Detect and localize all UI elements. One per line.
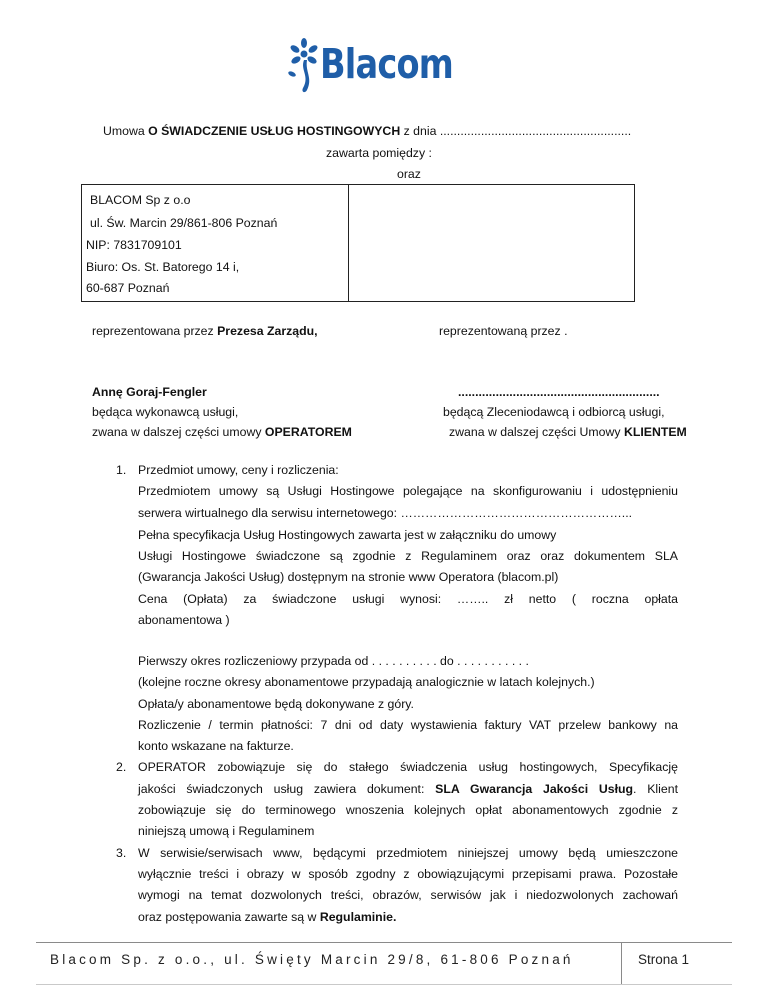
paragraph-line: (kolejne roczne okresy abonamentowe przypadają analogicznie w latach kolejnych.): [138, 675, 595, 689]
paragraph-line: (Gwarancja Jakości Usług) dostępnym na stronie www Operatora (blacom.pl): [138, 570, 559, 584]
parties-box: [81, 184, 635, 302]
company-logo: [286, 38, 456, 94]
paragraph-line: Opłata/y abonamentowe będą dokonywane z góry.: [138, 697, 414, 711]
paragraph-line: konto wskazane na fakturze.: [138, 739, 294, 753]
operator-address-line: BLACOM Sp z o.o: [90, 193, 191, 207]
logo-text: Blacom: [320, 40, 453, 88]
operator-address-line: Biuro: Os. St. Batorego 14 i,: [86, 260, 240, 274]
paragraph-line: Przedmiotem umowy są Usługi Hostingowe polegające na skonfigurowaniu i udostępnieniu: [138, 484, 678, 498]
paragraph-line: W serwisie/serwisach www, będącymi przedmiotem niniejszej umowy będą umieszczone: [138, 846, 678, 860]
section-number: 2.: [116, 760, 127, 774]
paragraph-line: wymogi na temat dozwolonych treści, obrazów, serwisów jak i niedozwolonych zachowań: [138, 888, 678, 902]
operator-role: będąca wykonawcą usługi,: [92, 405, 239, 419]
operator-address-line: ul. Św. Marcin 29/861-806 Poznań: [90, 216, 278, 230]
paragraph-line: Rozliczenie / termin płatności: 7 dni od daty wystawienia faktury VAT przelew bankowy na: [138, 718, 678, 732]
footer-separator: [621, 942, 622, 984]
box-divider: [348, 185, 349, 301]
client-called: zwana w dalszej części Umowy KLIENTEM: [449, 425, 687, 439]
paragraph-line: serwera wirtualnego dla serwisu internetowego: ………………………………………………...: [138, 506, 633, 520]
contract-title: Umowa O ŚWIADCZENIE USŁUG HOSTINGOWYCH z dnia ........................................................: [103, 124, 632, 138]
footer-divider: [36, 942, 732, 943]
client-name: ...........................................................: [458, 385, 660, 399]
operator-address-line: 60-687 Poznań: [86, 281, 170, 295]
paragraph-line: Usługi Hostingowe świadczone są zgodnie z Regulaminem oraz oraz dokumentem SLA: [138, 549, 678, 563]
paragraph-line: niniejszą umową i Regulaminem: [138, 824, 315, 838]
paragraph-line: wyłącznie treści i obrazy w sposób zgodny z obowiązującymi przepisami prawa. Pozostałe: [138, 867, 678, 881]
paragraph-line: oraz postępowania zawarte są w Regulaminie.: [138, 910, 397, 924]
page-number: Strona 1: [638, 952, 690, 967]
client-representation: reprezentowaną przez .: [439, 324, 568, 338]
flower-icon: [286, 38, 322, 98]
section-title: Przedmiot umowy, ceny i rozliczenia:: [138, 463, 339, 477]
footer-bottom-divider: [36, 984, 732, 985]
paragraph-line: Pierwszy okres rozliczeniowy przypada od . . . . . . . . . . do . . . . . . . . . . .: [138, 654, 529, 668]
operator-representation: reprezentowana przez Prezesa Zarządu,: [92, 324, 318, 338]
operator-address-line: NIP: 7831709101: [86, 238, 182, 252]
paragraph-line: zobowiązuje się do terminowego wnoszenia kolejnych opłat abonamentowych zgodnie z: [138, 803, 678, 817]
section-number: 3.: [116, 846, 127, 860]
paragraph-line: abonamentowa ): [138, 613, 230, 627]
paragraph-line: Pełna specyfikacja Usług Hostingowych zawarta jest w załączniku do umowy: [138, 528, 557, 542]
between-label: zawarta pomiędzy :: [326, 146, 432, 160]
and-label: oraz: [397, 167, 421, 181]
footer-address: Blacom Sp. z o.o., ul. Święty Marcin 29/8, 61-806 Poznań: [50, 952, 574, 967]
paragraph-line: OPERATOR zobowiązuje się do stałego świadczenia usług hostingowych, Specyfikację: [138, 760, 678, 774]
client-role: będącą Zleceniodawcą i odbiorcą usługi,: [443, 405, 665, 419]
operator-name: Annę Goraj-Fengler: [92, 385, 207, 399]
operator-called: zwana w dalszej części umowy OPERATOREM: [92, 425, 352, 439]
paragraph-line: Cena (Opłata) za świadczone usługi wynosi: …….. zł netto ( roczna opłata: [138, 592, 678, 606]
paragraph-line: jakości świadczonych usług zawiera dokument: SLA Gwarancja Jakości Usług. Klient: [138, 782, 678, 796]
section-number: 1.: [116, 463, 127, 477]
